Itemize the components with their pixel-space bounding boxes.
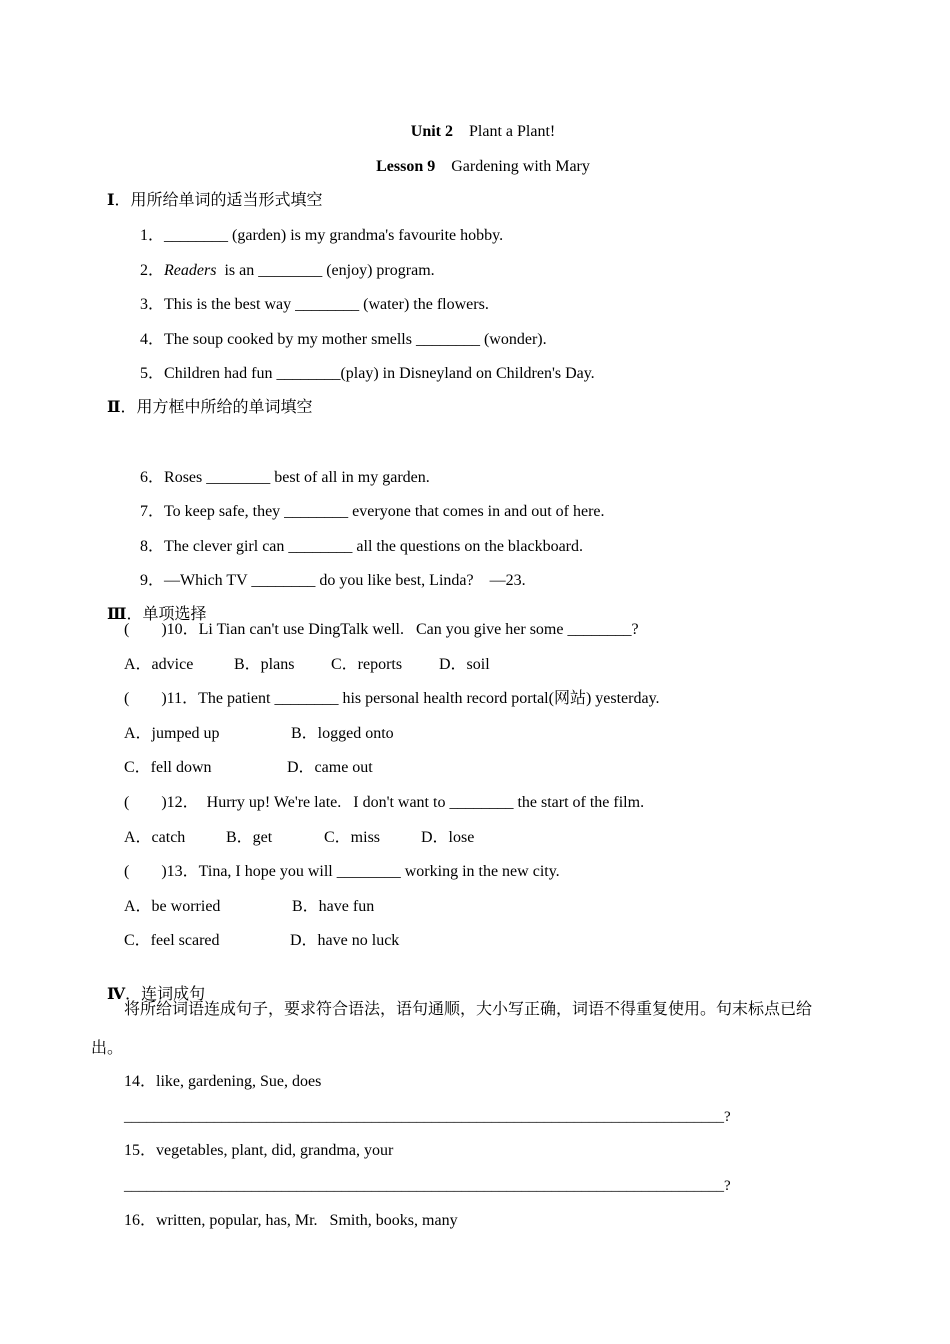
section-3-title: ．单项选择	[126, 606, 207, 623]
option-c: C．fell down	[124, 759, 212, 776]
section-2-heading	[91, 378, 313, 438]
section-4-title: ．连词成句	[125, 986, 206, 1003]
question-text: The clever girl can ________ all the questions on the blackboard.	[164, 538, 583, 555]
section-1-title: ．用所给单词的适当形式填空	[114, 192, 323, 209]
question-number: 1．	[140, 227, 165, 244]
section-4-instruction-cont: 出。	[91, 1040, 124, 1057]
question-text: Children had fun ________(play) in Disneyland on Children's Day.	[164, 365, 595, 382]
option-a: A．advice	[124, 656, 194, 673]
option-b: B．get	[226, 829, 273, 846]
option-d: D．soil	[439, 656, 490, 673]
option-b: B．have fun	[292, 898, 375, 915]
option-a: A．jumped up	[124, 725, 220, 742]
question-14: 14．like, gardening, Sue, does	[124, 1073, 322, 1090]
section-2-number: Ⅱ	[107, 399, 121, 416]
question-13: ( )13．Tina, I hope you will ________ working in the new city.	[124, 863, 560, 880]
section-1-number: Ⅰ	[107, 192, 115, 209]
question-text: —Which TV ________ do you like best, Linda? —23.	[164, 572, 526, 589]
question-text: The soup cooked by my mother smells ________ (wonder).	[164, 331, 547, 348]
option-d: D．lose	[421, 829, 475, 846]
question-italic-title: Readers	[164, 262, 217, 279]
question-16: 16．written, popular, has, Mr. Smith, books, many	[124, 1212, 458, 1229]
question-text: This is the best way ________ (water) the flowers.	[164, 296, 489, 313]
option-c: C．feel scared	[124, 932, 220, 949]
lesson-label: Lesson 9	[376, 158, 436, 175]
option-d: D．came out	[287, 759, 373, 776]
section-3-number: Ⅲ	[107, 606, 127, 623]
option-a: A．be worried	[124, 898, 221, 915]
option-a: A．catch	[124, 829, 186, 846]
question-number: 8．	[140, 538, 165, 555]
question-text: is an ________ (enjoy) program.	[216, 262, 435, 279]
question-number: 7．	[140, 503, 165, 520]
question-11: ( )11．The patient ________ his personal health record portal(网站) yesterday.	[124, 690, 660, 707]
unit-label: Unit 2	[410, 123, 453, 140]
section-4-number: Ⅳ	[107, 986, 126, 1003]
question-15: 15．vegetables, plant, did, grandma, your	[124, 1142, 394, 1159]
option-d: D．have no luck	[290, 932, 400, 949]
question-number: 4．	[140, 331, 165, 348]
question-number: 6．	[140, 469, 165, 486]
question-12: ( )12． Hurry up! We're late. I don't want to ________ the start of the film.	[124, 794, 645, 811]
unit-name: Plant a Plant!	[469, 123, 556, 140]
question-number: 5．	[140, 365, 165, 382]
question-number: 9．	[140, 572, 165, 589]
question-number: 3．	[140, 296, 165, 313]
question-text: Roses ________ best of all in my garden.	[164, 469, 430, 486]
answer-line-14[interactable]: ________________________________________________________________________________?	[124, 1109, 731, 1125]
question-text: To keep safe, they ________ everyone that comes in and out of here.	[164, 503, 605, 520]
option-b: B．logged onto	[291, 725, 394, 742]
question-10: ( )10．Li Tian can't use DingTalk well. Can you give her some ________?	[124, 621, 639, 638]
option-c: C．reports	[331, 656, 403, 673]
section-2-title: ．用方框中所给的单词填空	[120, 399, 313, 416]
question-text: ________ (garden) is my grandma's favourite hobby.	[164, 227, 504, 244]
question-number: 2．	[140, 262, 165, 279]
lesson-name: Gardening with Mary	[451, 158, 590, 175]
answer-line-15[interactable]: ________________________________________________________________________________?	[124, 1178, 731, 1194]
section-4-instruction: 将所给词语连成句子，要求符合语法，语句通顺，大小写正确，词语不得重复使用。句末标点已给	[124, 1001, 813, 1018]
option-b: B．plans	[234, 656, 295, 673]
option-c: C．miss	[324, 829, 381, 846]
